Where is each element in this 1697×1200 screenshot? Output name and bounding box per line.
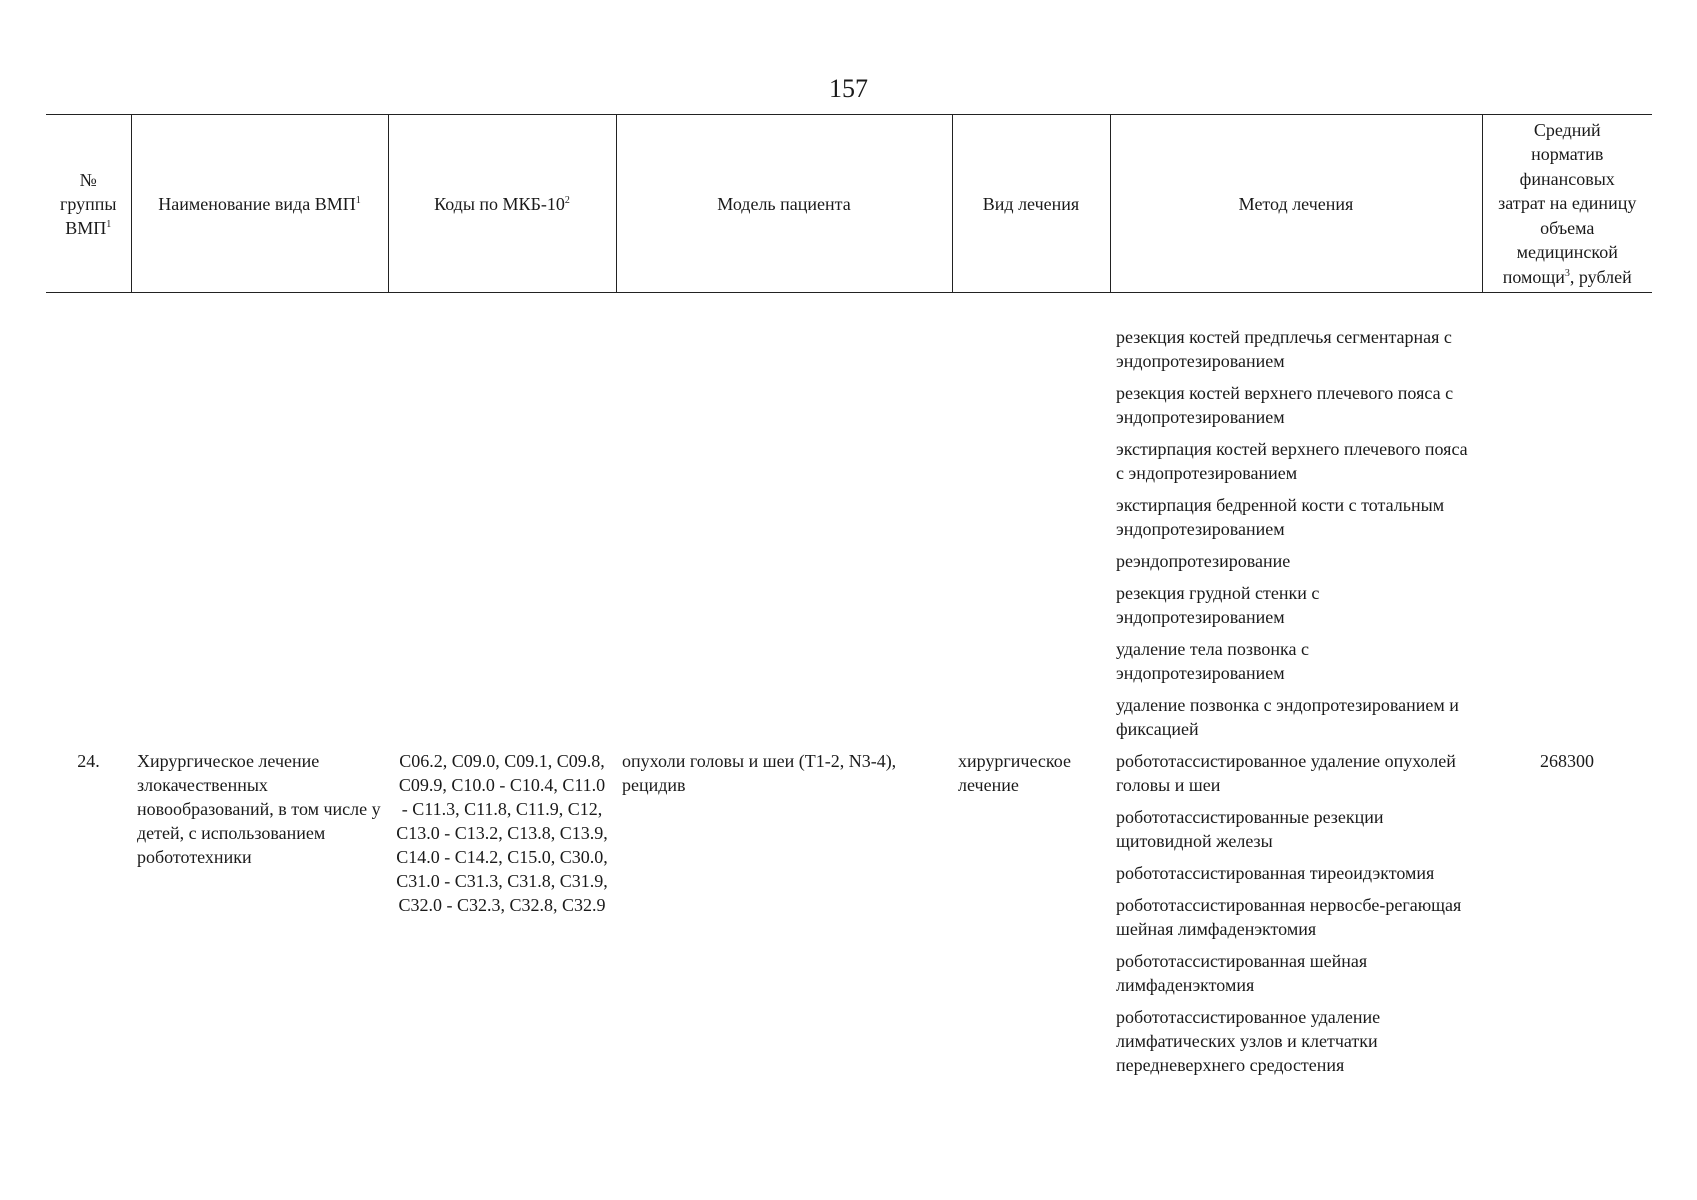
method-item: удаление позвонка с эндопротезированием и фиксацией [1116, 695, 1459, 739]
method-item: робототассистированная нервосбе-регающая шейная лимфаденэктомия [1116, 895, 1462, 939]
continued-methods-row [46, 293, 1652, 742]
treatment-type: хирургическое лечение [958, 751, 1071, 795]
header-average-cost: Средний норматив финансовых затрат на единицу объема медицинской помощи$^3$, рублей [1482, 115, 1652, 293]
average-cost: 268300 [1540, 751, 1594, 771]
header-patient-model: Модель пациента [616, 115, 952, 293]
header-group-number: № группы ВМП$^1$ [46, 115, 131, 293]
method-item: экстирпация бедренной кости с тотальным эндопротезированием [1116, 495, 1445, 539]
group-number: 24. [77, 751, 100, 771]
method-item: робототассистированные резекции щитовидной железы [1116, 807, 1384, 851]
method-item: резекция костей верхнего плечевого пояса с эндопротезированием [1116, 383, 1454, 427]
table-header-row [46, 115, 1652, 293]
treatment-methods-list [1110, 741, 1482, 1077]
method-item: резекция грудной стенки с эндопротезированием [1116, 583, 1320, 627]
table-row-group-24 [46, 741, 1652, 1077]
header-vmp-name: Наименование вида ВМП$^1$ [131, 115, 388, 293]
method-item: реэндопротезирование [1116, 551, 1291, 571]
method-item: удаление тела позвонка с эндопротезированием [1116, 639, 1309, 683]
vmp-table [46, 114, 1652, 1077]
method-item: робототассистированное удаление лимфатических узлов и клетчатки передневерхнего средостения [1116, 1007, 1381, 1075]
header-treatment-method: Метод лечения [1110, 115, 1482, 293]
method-item: экстирпация костей верхнего плечевого пояса с эндопротезированием [1116, 439, 1468, 483]
vmp-name: Хирургическое лечение злокачественных новообразований, в том числе у детей, с использованием робототехники [137, 751, 381, 867]
icd-codes: C06.2, C09.0, C09.1, C09.8, C09.9, C10.0 - C10.4, C11.0 - C11.3, C11.8, C11.9, C12, C13.0 - C13.2, C13.8, C13.9, C14.0 - C14.2, C15.0, C30.0, C31.0 - C31.3, C31.8, C31.9, C32.0 - C32.3, C32.8, C32.9 [396, 751, 608, 915]
continued-methods-list [1110, 293, 1482, 742]
method-item: резекция костей предплечья сегментарная с эндопротезированием [1116, 327, 1452, 371]
page-number: 157 [829, 74, 868, 103]
header-icd-codes: Коды по МКБ-$10^2$ [388, 115, 616, 293]
patient-model: опухоли головы и шеи (T1-2, N3-4), рецидив [622, 751, 897, 795]
method-item: робототассистированная шейная лимфаденэктомия [1116, 951, 1368, 995]
header-treatment-type: Вид лечения [952, 115, 1110, 293]
method-item: робототассистированная тиреоидэктомия [1116, 863, 1435, 883]
method-item: робототассистированное удаление опухолей головы и шеи [1116, 751, 1456, 795]
